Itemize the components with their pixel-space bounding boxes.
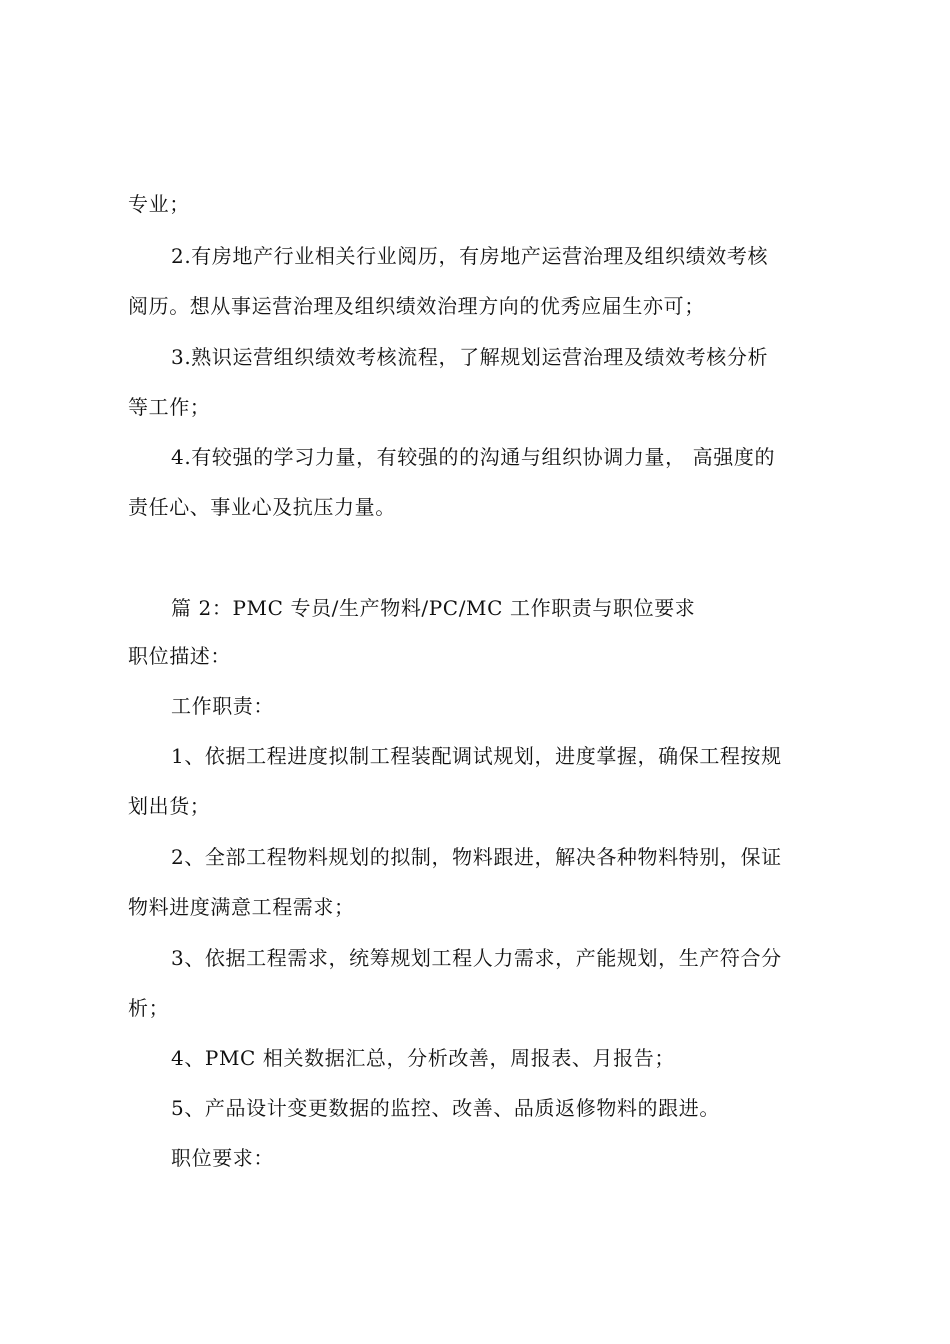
duty-4: 4、PMC 相关数据汇总，分析改善，周报表、月报告； bbox=[171, 1046, 675, 1070]
duty-3-line1: 3、依据工程需求，统筹规划工程人力需求，产能规划，生产符合分 bbox=[171, 946, 782, 970]
requirement-2-line2: 阅历。想从事运营治理及组织绩效治理方向的优秀应届生亦可； bbox=[128, 294, 705, 318]
requirement-3-line1: 3.熟识运营组织绩效考核流程，了解规划运营治理及绩效考核分析 bbox=[171, 345, 769, 369]
duties-label: 工作职责： bbox=[171, 694, 274, 718]
requirement-4-line2: 责任心、事业心及抗压力量。 bbox=[128, 495, 396, 519]
requirement-4-line1: 4.有较强的学习力量，有较强的的沟通与组织协调力量， 高强度的 bbox=[171, 445, 776, 469]
text-line: 专业； bbox=[128, 192, 190, 216]
job-description-label: 职位描述： bbox=[128, 644, 231, 668]
duty-5: 5、产品设计变更数据的监控、改善、品质返修物料的跟进。 bbox=[171, 1096, 720, 1120]
duty-2-line1: 2、全部工程物料规划的拟制，物料跟进，解决各种物料特别，保证 bbox=[171, 845, 782, 869]
duty-3-line2: 析； bbox=[128, 996, 170, 1020]
requirement-2-line1: 2.有房地产行业相关行业阅历，有房地产运营治理及组织绩效考核 bbox=[171, 244, 769, 268]
requirement-3-line2: 等工作； bbox=[128, 395, 211, 419]
duty-1-line2: 划出货； bbox=[128, 794, 211, 818]
requirements-label: 职位要求： bbox=[171, 1146, 274, 1170]
duty-1-line1: 1、依据工程进度拟制工程装配调试规划，进度掌握，确保工程按规 bbox=[171, 744, 782, 768]
section-heading: 篇 2：PMC 专员/生产物料/PC/MC 工作职责与职位要求 bbox=[171, 596, 696, 620]
duty-2-line2: 物料进度满意工程需求； bbox=[128, 895, 355, 919]
